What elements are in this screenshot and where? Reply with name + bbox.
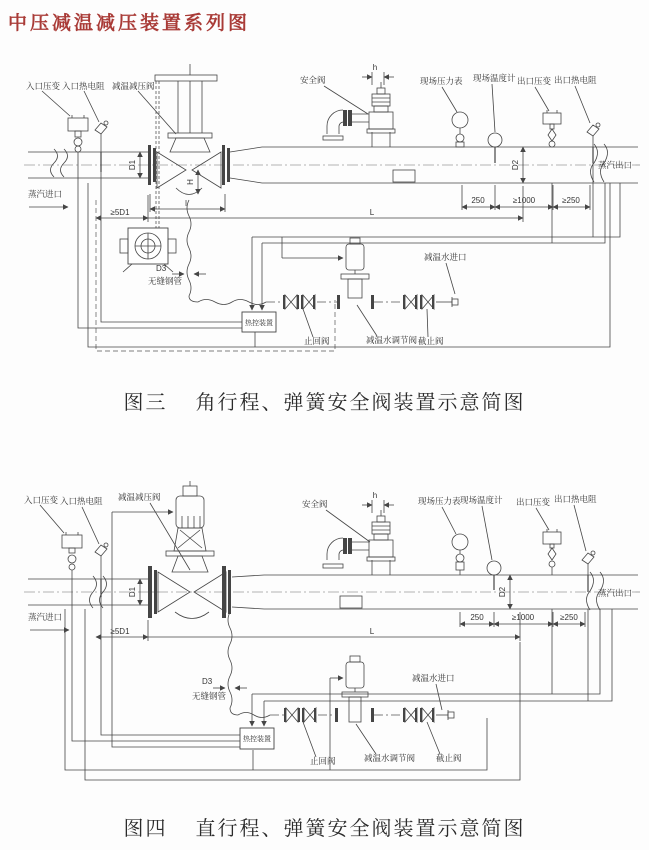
- outlet-pressure-label: 出口压变: [517, 76, 552, 86]
- spray-water-line: [266, 238, 458, 309]
- dim-H: [186, 170, 198, 194]
- outlet-rtd: [587, 123, 600, 163]
- water-in-label: 减温水进口: [424, 252, 467, 262]
- outlet-pressure-label: 出口压变: [516, 497, 551, 507]
- dim-d3-label: D3: [156, 264, 167, 273]
- actuator-chain: [156, 81, 159, 228]
- dim-5d1: ≥5D1: [110, 627, 130, 636]
- outlet-rtd-label: 出口热电阻: [554, 75, 597, 85]
- stop-valve-label: 截止阀: [436, 753, 462, 763]
- dim-h-label: h: [372, 491, 378, 500]
- check-valve-label: 止回阀: [310, 756, 336, 766]
- dim-1000: ≥1000: [512, 196, 536, 205]
- outlet-rtd-label: 出口热电阻: [554, 494, 597, 504]
- mixing-section: [393, 170, 415, 182]
- svg-text:D2: D2: [511, 159, 520, 171]
- angle-stroke-actuator: [120, 228, 176, 272]
- outlet-pressure-transmitter: [543, 110, 561, 147]
- figure4-diagram: [0, 472, 649, 792]
- control-wiring: [65, 512, 612, 780]
- inlet-rtd-label: 入口热电阻: [60, 496, 103, 506]
- safety-valve-label: 安全阀: [300, 75, 326, 85]
- safety-valve-label: 安全阀: [302, 499, 328, 509]
- svg-text:l: l: [185, 199, 187, 208]
- dim-d3-label: D3: [202, 677, 213, 686]
- mixing-section: [340, 596, 362, 608]
- field-thermometer: [488, 133, 502, 163]
- water-regulating-valve: [337, 238, 374, 309]
- check-valve-label: 止回阀: [304, 336, 330, 346]
- svg-text:D1: D1: [128, 159, 137, 171]
- dim-h: [362, 63, 394, 85]
- svg-text:D2: D2: [498, 586, 507, 598]
- dim-h: [362, 491, 394, 513]
- inlet-pressure-label: 入口压变: [24, 495, 59, 505]
- field-thermometer: [487, 561, 501, 590]
- svg-text:H: H: [186, 179, 195, 185]
- dim-h-label: h: [372, 63, 378, 72]
- thermal-control-box: [240, 728, 274, 749]
- dim-250: 250: [471, 196, 485, 205]
- dim-row-250-1000-250: [460, 612, 585, 627]
- inlet-rtd: [95, 121, 108, 172]
- thermometer-label: 现场温度计: [460, 495, 503, 505]
- inlet-pressure-transmitter: [68, 115, 88, 152]
- spray-water-line: [270, 656, 454, 722]
- outlet-rtd: [582, 551, 595, 592]
- water-in-label: 减温水进口: [412, 673, 455, 683]
- pr-valve-label: 减温减压阀: [112, 81, 155, 91]
- reg-valve-label: 减温水调节阀: [366, 335, 418, 345]
- steam-in-label: 蒸汽进口: [28, 189, 63, 199]
- dim-row-250-1000-250: [462, 185, 590, 210]
- stop-valve: [403, 295, 434, 309]
- figure4-caption: [0, 812, 649, 841]
- figure3-caption-number: 图三: [123, 392, 168, 414]
- steam-out-label: 蒸汽出口: [598, 588, 633, 598]
- stop-valve-label: 截止阀: [418, 336, 444, 346]
- inlet-rtd-label: 入口热电阻: [62, 81, 105, 91]
- thermal-control-box: [242, 312, 276, 332]
- spray-water-pipe: [213, 612, 270, 718]
- dim-250b: ≥250: [562, 196, 580, 205]
- inlet-rtd: [95, 543, 108, 597]
- stop-valve: [403, 708, 434, 722]
- dim-L-5D1: [96, 186, 523, 222]
- dim-5d1: ≥5D1: [110, 208, 130, 217]
- safety-valve: [323, 510, 395, 575]
- dim-250b: ≥250: [560, 613, 578, 622]
- figure3-caption-title: 角行程、弹簧安全阀装置示意简图: [195, 392, 526, 414]
- svg-text:D1: D1: [128, 586, 137, 598]
- safety-valve: [323, 82, 395, 147]
- dim-1000: ≥1000: [511, 613, 535, 622]
- figure4-caption-number: 图四: [123, 818, 168, 840]
- gauge-label: 现场压力表: [420, 76, 463, 86]
- dim-250: 250: [470, 613, 484, 622]
- dim-L-5D1: [96, 612, 520, 641]
- steam-out-label: 蒸汽出口: [598, 160, 633, 170]
- dim-L: L: [369, 208, 375, 217]
- outlet-steam-pipe: [232, 572, 638, 610]
- reg-valve-label: 减温水调节阀: [364, 753, 416, 763]
- thermometer-label: 现场温度计: [473, 73, 516, 83]
- figure3-diagram: [0, 60, 649, 372]
- figure3-caption: [0, 386, 649, 415]
- seamless-pipe-label: 无缝钢管: [148, 276, 183, 286]
- pr-valve-label: 减温减压阀: [118, 492, 161, 502]
- gauge-label: 现场压力表: [418, 496, 461, 506]
- check-valve: [283, 295, 315, 309]
- figure4-caption-title: 直行程、弹簧安全阀装置示意简图: [195, 818, 526, 840]
- dim-L: L: [369, 627, 375, 636]
- thermal-control-label: 热控装置: [243, 736, 271, 743]
- seamless-pipe-label: 无缝钢管: [192, 691, 227, 701]
- field-pressure-gauge: [452, 534, 468, 575]
- document-title: 中压减温减压装置系列图: [8, 13, 251, 34]
- inlet-pressure-transmitter: [62, 532, 82, 579]
- check-valve: [284, 708, 316, 722]
- pressure-reducing-valve: [148, 64, 230, 195]
- inlet-pressure-label: 入口压变: [26, 81, 61, 91]
- water-regulating-valve: [335, 656, 374, 722]
- thermal-control-label: 热控装置: [245, 320, 273, 327]
- outlet-pressure-transmitter: [543, 529, 561, 575]
- field-pressure-gauge: [452, 112, 468, 147]
- steam-in-label: 蒸汽进口: [28, 612, 63, 622]
- outlet-steam-pipe: [230, 144, 638, 183]
